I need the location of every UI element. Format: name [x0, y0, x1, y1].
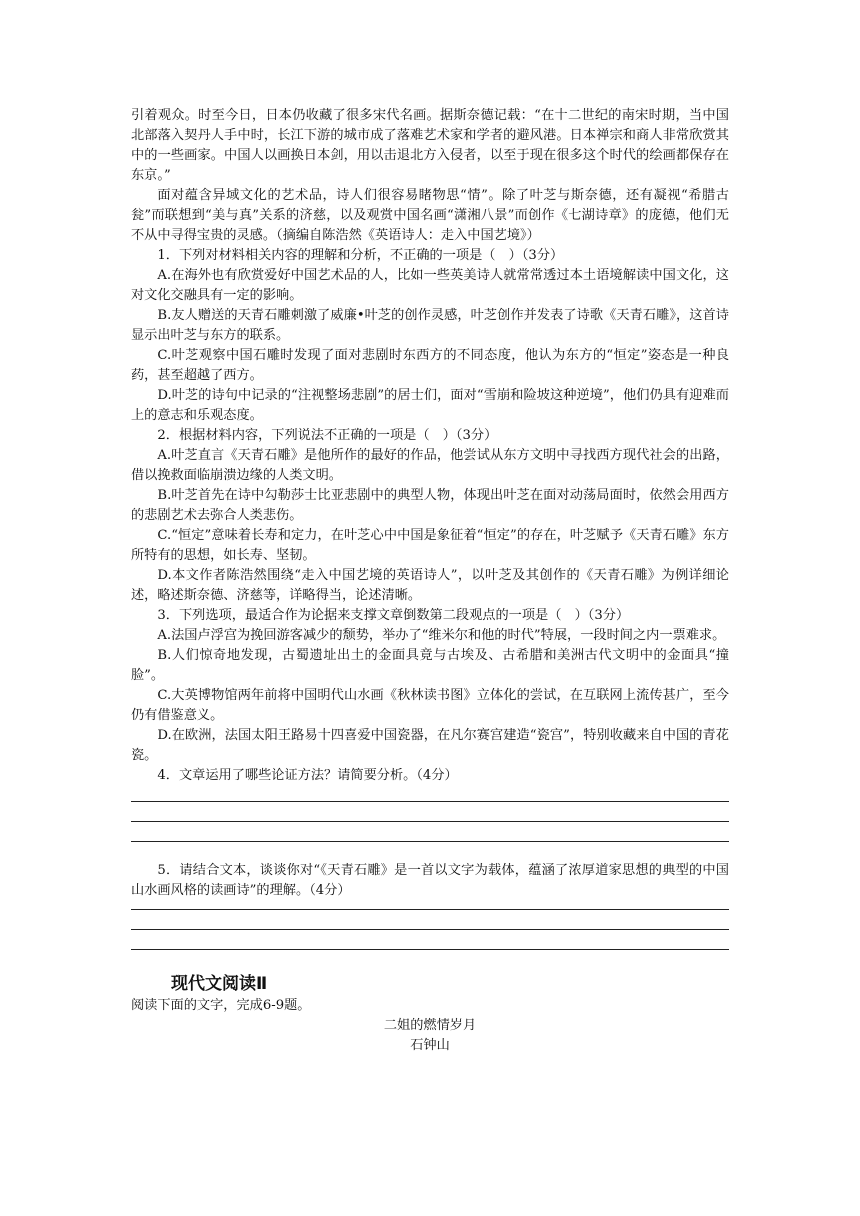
section-title: 现代文阅读Ⅱ — [171, 974, 268, 994]
answer-area — [131, 909, 729, 950]
option-b: B.友人赠送的天青石雕刺激了威廉•叶芝的创作灵感，叶芝创作并发表了诗歌《天青石雕》，这首诗显示出叶芝与东方的联系。 — [131, 308, 729, 343]
article-author: 石钟山 — [410, 1038, 450, 1053]
question-stem: 5．请结合文本，谈谈你对“《天青石雕》是一首以文字为载体，蕴涵了浓厚道家思想的典型的中国山水画风格的读画诗”的理解。（4分） — [131, 863, 729, 898]
answer-line — [131, 821, 729, 822]
option-a: A.叶芝直言《天青石雕》是他所作的最好的作品，他尝试从东方文明中寻找西方现代社会的出路，借以挽救面临崩溃边缘的人类文明。 — [131, 448, 729, 483]
page-content — [131, 106, 729, 1056]
option-a: A.法国卢浮宫为挽回游客减少的颓势，举办了“维米尔和他的时代”特展，一段时间之内一票难求。 — [157, 628, 726, 643]
option-a: A.在海外也有欣赏爱好中国艺术品的人，比如一些英美诗人就常常透过本土语境解读中国文化，这对文化交融具有一定的影响。 — [131, 268, 729, 303]
option-d: D.叶芝的诗句中记录的“注视整场悲剧”的居士们，面对“雪崩和险坡这种逆境”，他们仍具有迎难而上的意志和乐观态度。 — [131, 388, 729, 423]
question-stem: 1．下列对材料相关内容的理解和分析，不正确的一项是（ ）（3分） — [157, 248, 564, 263]
answer-line — [131, 929, 729, 930]
article-title: 二姐的燃情岁月 — [383, 1018, 477, 1033]
answer-line — [131, 801, 729, 802]
option-c: C.“恒定”意味着长寿和定力，在叶芝心中中国是象征着“恒定”的存在，叶芝赋予《天青石雕》东方所特有的思想，如长寿、坚韧。 — [131, 528, 729, 563]
question-3 — [131, 606, 729, 766]
option-c: C.叶芝观察中国石雕时发现了面对悲剧时东西方的不同态度，他认为东方的“恒定”姿态是一种良药，甚至超越了西方。 — [131, 348, 729, 383]
section-instruction: 阅读下面的文字，完成6-9题。 — [131, 998, 311, 1013]
question-stem: 2．根据材料内容，下列说法不正确的一项是（ ）（3分） — [157, 428, 498, 443]
option-d: D.本文作者陈浩然围绕“走入中国艺境的英语诗人”，以叶芝及其创作的《天青石雕》为例详细论述，略述斯奈德、济慈等，详略得当，论述清晰。 — [131, 568, 729, 603]
question-stem: 4．文章运用了哪些论证方法？请简要分析。（4分） — [157, 768, 458, 783]
question-5 — [131, 861, 729, 950]
passage-paragraph: 面对蕴含异域文化的艺术品，诗人们很容易睹物思“情”。除了叶芝与斯奈德，还有凝视“希腊古瓮”而联想到“美与真”关系的济慈，以及观赏中国名画“潇湘八景”而创作《七湖诗章》的庞德，他们无不从中寻得宝贵的灵感。（摘编自陈浩然《英语诗人：走入中国艺境》） — [131, 188, 729, 243]
answer-area — [131, 801, 729, 842]
question-1 — [131, 246, 729, 426]
option-b: B.人们惊奇地发现，古蜀遗址出土的金面具竟与古埃及、古希腊和美洲古代文明中的金面具“撞脸”。 — [131, 648, 729, 683]
passage-paragraph: 引着观众。时至今日，日本仍收藏了很多宋代名画。据斯奈德记载：“在十二世纪的南宋时期，当中国北部落入契丹人手中时，长江下游的城市成了落难艺术家和学者的避风港。日本禅宗和商人非常欣赏其中的一些画家。中国人以画换日本剑，用以击退北方入侵者，以至于现在很多这个时代的绘画都保存在东京。” — [131, 108, 729, 183]
question-2 — [131, 426, 729, 606]
option-c: C.大英博物馆两年前将中国明代山水画《秋林读书图》立体化的尝试，在互联网上流传甚广，至今仍有借鉴意义。 — [131, 688, 729, 723]
answer-line — [131, 841, 729, 842]
question-4 — [131, 766, 729, 842]
option-d: D.在欧洲，法国太阳王路易十四喜爱中国瓷器，在凡尔赛宫建造“瓷宫”，特别收藏来自中国的青花瓷。 — [131, 728, 729, 763]
answer-line — [131, 949, 729, 950]
option-b: B.叶芝首先在诗中勾勒莎士比亚悲剧中的典型人物，体现出叶芝在面对动荡局面时，依然会用西方的悲剧艺术去弥合人类悲伤。 — [131, 488, 729, 523]
answer-line — [131, 909, 729, 910]
question-stem: 3．下列选项，最适合作为论据来支撑文章倒数第二段观点的一项是（ ）（3分） — [157, 608, 630, 623]
